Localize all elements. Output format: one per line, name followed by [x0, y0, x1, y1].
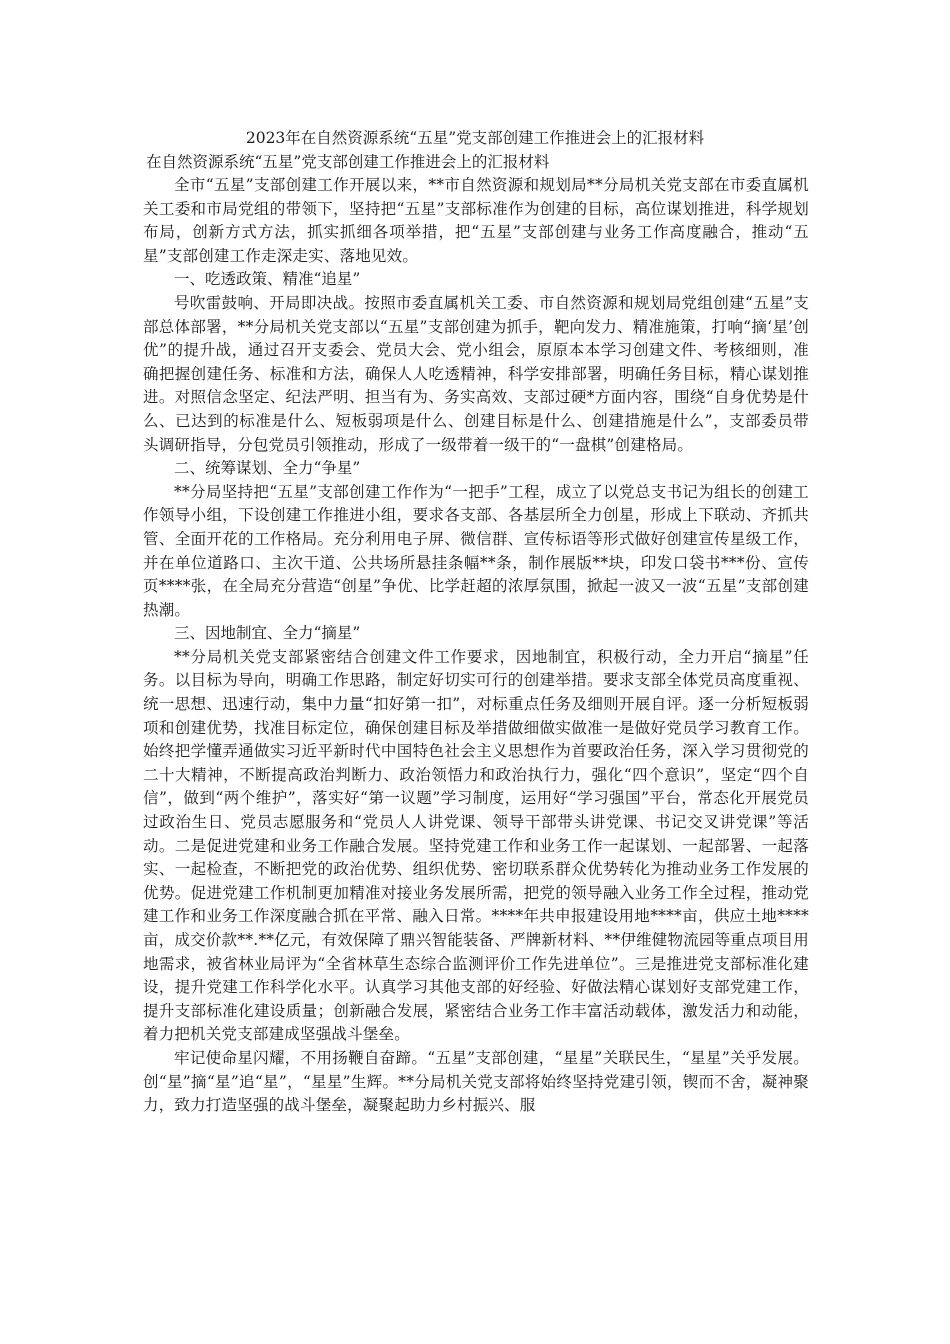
document-title: 2023年在自然资源系统“五星”党支部创建工作推进会上的汇报材料: [245, 129, 705, 147]
document-subtitle: 在自然资源系统“五星”党支部创建工作推进会上的汇报材料: [146, 153, 550, 171]
section-heading-1: 一、吃透政策、精准“追星”: [174, 270, 361, 289]
section-body-1: 号吹雷鼓响、开局即决战。按照市委直属机关工委、市自然资源和规划局党组创建“五星”支部总体部署，**分局机关党支部以“五星”支部创建为抓手，靶向发力、精准施策，打响“摘‘星’创优”的提升战，通过召开支委会、党员大会、党小组会，原原本本学习创建文件、考核细则，准确把握创建任务、标准和方法，确保人人吃透精神，科学安排部署，明确任务目标，精心谋划推进。对照信念坚定、纪法严明、担当有为、务实高效、支部过硬*方面内容，围绕“自身优势是什么、已达到的标准是什么、短板弱项是什么、创建目标是什么、创建措施是什么”，支部委员带头调研指导，分包党员引领推动，形成了一级带着一级干的“一盘棋”创建格局。: [143, 293, 809, 454]
document-body: [143, 150, 809, 1335]
section-body-2: **分局坚持把“五星”支部创建工作作为“一把手”工程，成立了以党总支书记为组长的创建工作领导小组，下设创建工作推进小组，要求各支部、各基层所全力创星，形成上下联动、齐抓共管、全面开花的工作格局。充分利用电子屏、微信群、宣传标语等形式做好创建宣传星级工作，并在单位道路口、主次干道、公共场所悬挂条幅**条，制作展版**块，印发口袋书***份、宣传页****张，在全局充分营造“创星”争优、比学赶超的浓厚氛围，掀起一波又一波“五星”支部创建热潮。: [143, 482, 809, 619]
closing-paragraph: 牢记使命星闪耀，不用扬鞭自奋蹄。“五星”支部创建，“星星”关联民生，“星星”关乎发展。创“星”摘“星”追“星”，“星星”生辉。**分局机关党支部将始终坚持党建引领，锲而不舍，凝神聚力，致力打造坚强的战斗堡垒，凝聚起助力乡村振兴、服: [143, 1048, 809, 1115]
section-body-3: **分局机关党支部紧密结合创建文件工作要求，因地制宜，积极行动，全力开启“摘星”任务。以目标为导向，明确工作思路，制定好切实可行的创建举措。要求支部全体党员高度重视、统一思想、迅速行动，集中力量“扣好第一扣”，对标重点任务及细则开展自评。逐一分析短板弱项和创建优势，找准目标定位，确保创建目标及举措做细做实做准一是做好党员学习教育工作。始终把学懂弄通做实习近平新时代中国特色社会主义思想作为首要政治任务，深入学习贯彻党的二十大精神，不断提高政治判断力、政治领悟力和政治执行力，强化“四个意识”，坚定“四个自信”，做到“两个维护”，落实好“第一议题”学习制度，运用好“学习强国”平台，常态化开展党员过政治生日、党员志愿服务和“党员人人讲党课、领导干部带头讲党课、书记交叉讲党课”等活动。二是促进党建和业务工作融合发展。坚持党建工作和业务工作一起谋划、一起部署、一起落实、一起检查，不断把党的政治优势、组织优势、密切联系群众优势转化为推动业务工作发展的优势。促进党建工作机制更加精准对接业务发展所需，把党的领导融入业务工作全过程，推动党建工作和业务工作深度融合抓在平常、融入日常。****年共申报建设用地****亩，供应土地****亩，成交价款**.**亿元，有效保障了鼎兴智能装备、严牌新材料、**伊维健物流园等重点项目用地需求，被省林业局评为“全省林草生态综合监测评价工作先进单位”。三是推进党支部标准化建设，提升党建工作科学化水平。认真学习其他支部的好经验、好做法精心谋划好支部党建工作，提升支部标准化建设质量；创新融合发展，紧密结合业务工作丰富活动载体，激发活力和动能，着力把机关党支部建成坚强战斗堡垒。: [143, 647, 809, 1044]
section-heading-3: 三、因地制宜、全力“摘星”: [174, 624, 361, 643]
intro-paragraph: 全市“五星”支部创建工作开展以来，**市自然资源和规划局**分局机关党支部在市委直属机关工委和市局党组的带领下，坚持把“五星”支部标准作为创建的目标，高位谋划推进，科学规划布局，创新方式方法，抓实抓细各项举措，把“五星”支部创建与业务工作高度融合，推动“五星”支部创建工作走深走实、落地见效。: [143, 176, 809, 265]
section-heading-2: 二、统筹谋划、全力“争星”: [174, 459, 361, 478]
